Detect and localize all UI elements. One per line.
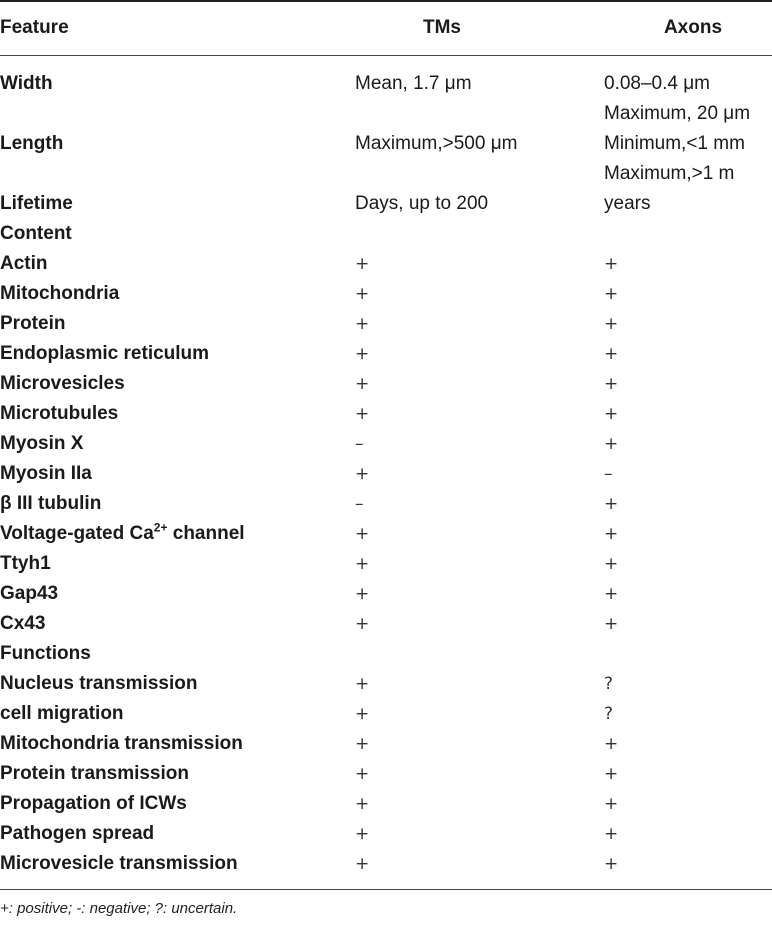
- table-row: [0, 609, 772, 639]
- row-feature-cell: [0, 579, 355, 609]
- row-axons-value: +: [604, 434, 619, 454]
- row-tms-value: +: [355, 614, 370, 634]
- row-feature-cell: [0, 789, 355, 819]
- table-row: [0, 849, 772, 879]
- row-feature-cell: [0, 55, 355, 129]
- header-axons: Axons: [663, 16, 723, 38]
- row-axons-cell: [604, 699, 772, 729]
- row-tms-cell: [355, 309, 604, 339]
- row-axons-cell: [604, 669, 772, 699]
- row-tms-value: +: [355, 314, 370, 334]
- row-feature-label: Microtubules: [0, 403, 119, 424]
- row-tms-value: +: [355, 524, 370, 544]
- row-tms-value: +: [355, 704, 370, 724]
- row-feature-cell: [0, 249, 355, 279]
- table-body: [0, 55, 772, 879]
- row-tms-cell: [355, 399, 604, 429]
- row-feature-label: Gap43: [0, 583, 59, 604]
- row-axons-value: +: [604, 374, 619, 394]
- table-row: [0, 489, 772, 519]
- row-axons-cell: [604, 369, 772, 399]
- row-tms-value: +: [355, 464, 370, 484]
- row-axons-value-line2: Maximum, 20 μm: [604, 103, 751, 124]
- row-tms-value: Maximum,>500 μm: [355, 133, 518, 154]
- header-tms: TMs: [423, 16, 461, 38]
- row-feature-label: Nucleus transmission: [0, 673, 198, 694]
- row-feature-label: Ttyh1: [0, 553, 51, 574]
- row-feature-label: Width: [0, 73, 53, 94]
- row-feature-tail: channel: [167, 523, 245, 544]
- row-axons-cell: [604, 609, 772, 639]
- row-feature-label: Voltage-gated Ca: [0, 523, 154, 544]
- row-tms-cell: [355, 249, 604, 279]
- table-row: [0, 129, 772, 189]
- row-feature-cell: [0, 669, 355, 699]
- row-feature-cell: [0, 369, 355, 399]
- row-axons-value: +: [604, 314, 619, 334]
- row-feature-label: Endoplasmic reticulum: [0, 343, 210, 364]
- row-tms-cell: [355, 189, 604, 219]
- row-feature-cell: [0, 849, 355, 879]
- row-axons-cell: [604, 729, 772, 759]
- row-feature-cell: [0, 729, 355, 759]
- table-row: [0, 399, 772, 429]
- row-tms-value: +: [355, 284, 370, 304]
- row-feature-cell: [0, 189, 355, 219]
- row-tms-cell: [355, 669, 604, 699]
- row-axons-value: +: [604, 494, 619, 514]
- row-feature-label: Pathogen spread: [0, 823, 155, 844]
- table-row: [0, 729, 772, 759]
- row-feature-cell: [0, 699, 355, 729]
- row-tms-cell: [355, 55, 604, 129]
- row-tms-cell: [355, 759, 604, 789]
- row-axons-value: ?: [604, 674, 614, 694]
- row-feature-cell: [0, 519, 355, 549]
- row-axons-cell: [604, 249, 772, 279]
- table-row: [0, 699, 772, 729]
- table-row: [0, 759, 772, 789]
- table-row: [0, 549, 772, 579]
- row-tms-value: +: [355, 404, 370, 424]
- row-axons-cell: [604, 849, 772, 879]
- row-tms-cell: [355, 339, 604, 369]
- table-row: [0, 579, 772, 609]
- table-row: [0, 279, 772, 309]
- row-feature-label: Protein: [0, 313, 66, 334]
- row-axons-value: +: [604, 524, 619, 544]
- row-feature-cell: [0, 429, 355, 459]
- row-tms-value: +: [355, 824, 370, 844]
- row-feature-cell: [0, 759, 355, 789]
- row-tms-value: +: [355, 734, 370, 754]
- row-feature-cell: [0, 309, 355, 339]
- row-axons-cell: [604, 579, 772, 609]
- row-tms-value: +: [355, 674, 370, 694]
- row-axons-value: 0.08–0.4 μm: [604, 73, 711, 94]
- table-row: [0, 219, 772, 249]
- row-axons-value: years: [604, 193, 651, 214]
- row-tms-cell: [355, 579, 604, 609]
- row-axons-value: +: [604, 764, 619, 784]
- row-feature-cell: [0, 339, 355, 369]
- row-axons-cell: [604, 189, 772, 219]
- table-row: [0, 669, 772, 699]
- row-tms-value: +: [355, 584, 370, 604]
- table-row: [0, 429, 772, 459]
- table-row: [0, 819, 772, 849]
- row-tms-cell: [355, 729, 604, 759]
- row-axons-value: +: [604, 344, 619, 364]
- row-tms-value: –: [355, 494, 364, 514]
- header-feature: Feature: [0, 16, 69, 38]
- row-axons-cell: [604, 219, 772, 249]
- row-axons-cell: [604, 309, 772, 339]
- row-feature-cell: [0, 399, 355, 429]
- row-tms-cell: [355, 699, 604, 729]
- row-feature-cell: [0, 549, 355, 579]
- row-tms-cell: [355, 279, 604, 309]
- row-axons-value-line2: Maximum,>1 m: [604, 163, 735, 184]
- row-feature-cell: [0, 609, 355, 639]
- table-row: [0, 369, 772, 399]
- row-axons-value: +: [604, 404, 619, 424]
- row-axons-value: +: [604, 554, 619, 574]
- row-axons-value: +: [604, 854, 619, 874]
- row-tms-cell: [355, 849, 604, 879]
- row-axons-value: +: [604, 584, 619, 604]
- table-row: [0, 309, 772, 339]
- row-tms-cell: [355, 819, 604, 849]
- row-axons-cell: [604, 519, 772, 549]
- table-row: [0, 519, 772, 549]
- row-axons-cell: [604, 129, 772, 189]
- row-feature-label: Lifetime: [0, 193, 73, 214]
- table-row: [0, 249, 772, 279]
- row-axons-value: –: [604, 464, 613, 484]
- row-tms-value: +: [355, 794, 370, 814]
- row-feature-label: Length: [0, 133, 64, 154]
- row-feature-cell: [0, 639, 355, 669]
- row-axons-cell: [604, 339, 772, 369]
- row-axons-value: ?: [604, 704, 614, 724]
- row-axons-value: +: [604, 254, 619, 274]
- row-tms-value: Mean, 1.7 μm: [355, 73, 472, 94]
- row-feature-label: Microvesicle transmission: [0, 853, 238, 874]
- row-tms-value: –: [355, 434, 364, 454]
- row-axons-cell: [604, 279, 772, 309]
- row-tms-cell: [355, 549, 604, 579]
- row-tms-cell: [355, 639, 604, 669]
- table-row: [0, 189, 772, 219]
- row-axons-cell: [604, 489, 772, 519]
- row-feature-label: Myosin IIa: [0, 463, 92, 484]
- row-tms-cell: [355, 459, 604, 489]
- row-feature-cell: [0, 219, 355, 249]
- row-tms-value: +: [355, 764, 370, 784]
- row-feature-label: Myosin X: [0, 433, 84, 454]
- row-axons-value: Minimum,<1 mm: [604, 133, 745, 154]
- table-row: [0, 339, 772, 369]
- row-feature-label: cell migration: [0, 703, 124, 724]
- row-axons-value: +: [604, 824, 619, 844]
- row-axons-cell: [604, 549, 772, 579]
- row-tms-cell: [355, 489, 604, 519]
- row-tms-value: Days, up to 200: [355, 193, 489, 214]
- row-feature-label: Cx43: [0, 613, 46, 634]
- table-header-row: [0, 0, 772, 55]
- row-axons-cell: [604, 399, 772, 429]
- row-feature-cell: [0, 489, 355, 519]
- table-footnote: +: positive; -: negative; ?: uncertain.: [0, 900, 238, 917]
- row-tms-cell: [355, 429, 604, 459]
- table-row: [0, 459, 772, 489]
- row-tms-value: +: [355, 374, 370, 394]
- table-row: [0, 55, 772, 129]
- row-tms-cell: [355, 789, 604, 819]
- row-feature-label: β III tubulin: [0, 493, 102, 514]
- row-axons-cell: [604, 55, 772, 129]
- row-feature-cell: [0, 459, 355, 489]
- row-feature-label: Protein transmission: [0, 763, 189, 784]
- row-feature-label: Functions: [0, 643, 91, 664]
- row-tms-cell: [355, 129, 604, 189]
- row-feature-label: Microvesicles: [0, 373, 125, 394]
- row-axons-value: +: [604, 614, 619, 634]
- row-feature-label: Actin: [0, 253, 48, 274]
- row-tms-cell: [355, 609, 604, 639]
- row-tms-cell: [355, 219, 604, 249]
- row-axons-cell: [604, 429, 772, 459]
- row-axons-cell: [604, 819, 772, 849]
- table-bottom-rule: [0, 889, 772, 890]
- row-axons-cell: [604, 789, 772, 819]
- row-axons-value: +: [604, 794, 619, 814]
- row-axons-cell: [604, 759, 772, 789]
- row-tms-cell: [355, 369, 604, 399]
- row-feature-label: Content: [0, 223, 72, 244]
- table-row: [0, 789, 772, 819]
- row-feature-cell: [0, 129, 355, 189]
- row-tms-value: +: [355, 344, 370, 364]
- row-feature-superscript: 2+: [153, 520, 168, 535]
- row-feature-cell: [0, 819, 355, 849]
- row-feature-label: Mitochondria transmission: [0, 733, 243, 754]
- row-feature-label: Propagation of ICWs: [0, 793, 187, 814]
- row-tms-value: +: [355, 254, 370, 274]
- row-axons-cell: [604, 459, 772, 489]
- table-row: [0, 639, 772, 669]
- row-tms-value: +: [355, 854, 370, 874]
- row-tms-value: +: [355, 554, 370, 574]
- row-axons-value: +: [604, 734, 619, 754]
- row-axons-cell: [604, 639, 772, 669]
- row-feature-label: Mitochondria: [0, 283, 120, 304]
- row-axons-value: +: [604, 284, 619, 304]
- row-tms-cell: [355, 519, 604, 549]
- row-feature-cell: [0, 279, 355, 309]
